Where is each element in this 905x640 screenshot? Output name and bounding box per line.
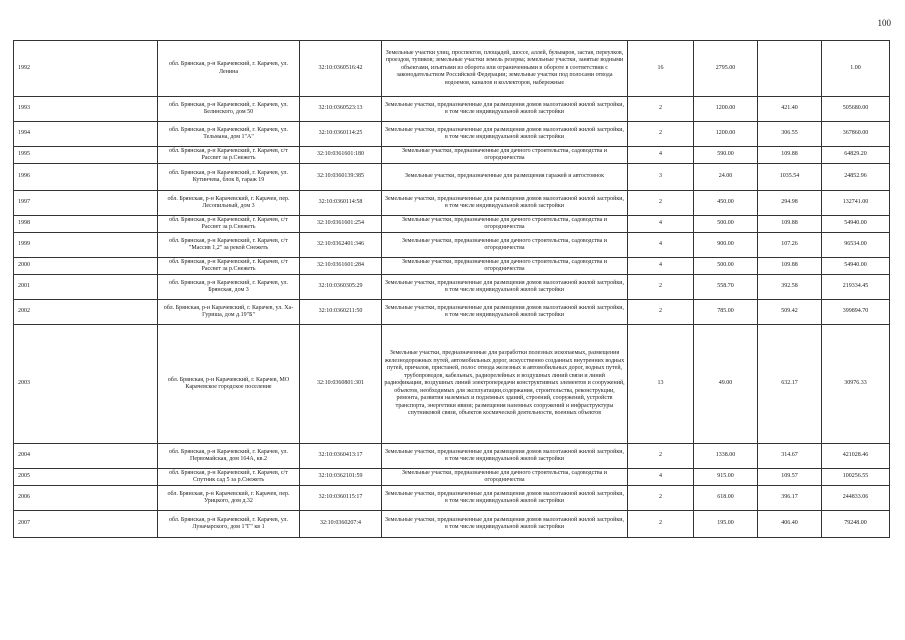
table-row [14,325,890,444]
cadastral-value-cell: 421028.46 [822,444,890,469]
area-cell: 590.00 [694,147,758,164]
land-use-cell: Земельные участки, предназначенные для размещения домов малоэтажной жилой застройки, в том числе индивидуальной жилой застройки [382,122,628,147]
address-cell: обл. Брянская, р-н Карачевский, г. Карачев, ул. Тельмана, дом 1"А" [158,122,300,147]
cadastral-value-cell: 505680.00 [822,97,890,122]
table-row [14,216,890,233]
address-cell: обл. Брянская, р-н Карачевский, г. Карачев, МО Карачевское городское поселение [158,325,300,444]
group-cell: 4 [628,258,694,275]
land-use-cell: Земельные участки, предназначенные для дачного строительства, садоводства и огородничества [382,233,628,258]
address-cell: обл. Брянская, р-н Карачевский, г. Карачев, с/т Рассвет за р.Снежеть [158,216,300,233]
address-cell: обл. Брянская, р-н Карачевский, г. Карачев, с/т Рассвет за р.Снежеть [158,258,300,275]
land-use-cell: Земельные участки, предназначенные для дачного строительства, садоводства и огородничества [382,258,628,275]
land-use-cell: Земельные участки, предназначенные для дачного строительства, садоводства и огородничества [382,147,628,164]
address-cell: обл. Брянская, р-н Карачевский, г. Карачев, ул. Первомайская, дом 164А, кв.2 [158,444,300,469]
row-number-cell: 2002 [14,300,158,325]
table-row [14,300,890,325]
group-cell: 3 [628,164,694,191]
land-use-cell: Земельные участки, предназначенные для дачного строительства, садоводства и огородничества [382,216,628,233]
cadastral-value-cell: 244833.06 [822,486,890,511]
cadastral-value-cell: 24852.96 [822,164,890,191]
cadastral-number-cell: 32:10:0360801:301 [300,325,382,444]
row-number-cell: 1996 [14,164,158,191]
cadastral-number-cell: 32:10:0360115:17 [300,486,382,511]
group-cell: 2 [628,122,694,147]
group-cell: 2 [628,97,694,122]
row-number-cell: 1993 [14,97,158,122]
cadastral-number-cell: 32:10:0361601:284 [300,258,382,275]
cadastral-value-cell: 100256.55 [822,469,890,486]
specific-value-cell: 396.17 [758,486,822,511]
table-row [14,97,890,122]
area-cell: 2795.00 [694,41,758,97]
land-use-cell: Земельные участки, предназначенные для разработки полезных ископаемых, размещения железнодорожных путей, автомобильных дорог, искусственно созданных внутренних водных путей, причалов, пристаней, полос отвода железных и автомобильных дорог, водных путей, трубопроводов, кабельных, радиорелейных и воздушных линий связи и линий радиофикации, воздушных линий электропередачи конструктивных элементов и сооружений, объектов, необходимых для эксплуатации,содержания, строительства, реконструкции, ремонта, развития наземных и подземных зданий, строений, сооружений, устройств транспорта, энергетики ивязи; размещения наземных сооружений и инфраструктуры спутниковой связи, объектов космической деятельности, военных объектов [382,325,628,444]
row-number-cell: 2005 [14,469,158,486]
area-cell: 24.00 [694,164,758,191]
cadastral-value-cell: 79248.00 [822,511,890,538]
group-cell: 4 [628,469,694,486]
row-number-cell: 1994 [14,122,158,147]
cadastral-number-cell: 32:10:0360516:42 [300,41,382,97]
cadastral-number-cell: 32:10:0362401:346 [300,233,382,258]
specific-value-cell: 109.57 [758,469,822,486]
land-use-cell: Земельные участки, предназначенные для дачного строительства, садоводства и огородничества [382,469,628,486]
area-cell: 1200.00 [694,97,758,122]
cadastral-value-cell: 30976.33 [822,325,890,444]
land-use-cell: Земельные участки, предназначенные для размещения домов малоэтажной жилой застройки, в том числе индивидуальной жилой застройки [382,191,628,216]
specific-value-cell: 109.88 [758,258,822,275]
group-cell: 2 [628,275,694,300]
row-number-cell: 1992 [14,41,158,97]
specific-value-cell: 392.58 [758,275,822,300]
area-cell: 500.00 [694,216,758,233]
address-cell: обл. Брянская, р-н Карачевский, г. Карачев, с/т Рассвет за р.Снежеть [158,147,300,164]
address-cell: обл. Брянская, р-н Карачевский, г. Карачев, пер. Лесопильный, дом 3 [158,191,300,216]
area-cell: 49.00 [694,325,758,444]
specific-value-cell: 406.40 [758,511,822,538]
table-row [14,486,890,511]
table-row [14,122,890,147]
group-cell: 4 [628,147,694,164]
cadastral-value-cell: 399894.70 [822,300,890,325]
row-number-cell: 1999 [14,233,158,258]
cadastral-number-cell: 32:10:0360305:29 [300,275,382,300]
cadastral-value-cell: 64829.20 [822,147,890,164]
table-row [14,233,890,258]
specific-value-cell: 109.88 [758,147,822,164]
group-cell: 2 [628,300,694,325]
row-number-cell: 1998 [14,216,158,233]
specific-value-cell: 109.88 [758,216,822,233]
area-cell: 915.00 [694,469,758,486]
row-number-cell: 2007 [14,511,158,538]
cadastral-number-cell: 32:10:0360413:17 [300,444,382,469]
land-use-cell: Земельные участки, предназначенные для размещения домов малоэтажной жилой застройки, в том числе индивидуальной жилой застройки [382,511,628,538]
cadastral-value-table [13,40,890,538]
group-cell: 4 [628,216,694,233]
row-number-cell: 2000 [14,258,158,275]
specific-value-cell: 294.98 [758,191,822,216]
table-row [14,164,890,191]
cadastral-value-cell: 1.00 [822,41,890,97]
area-cell: 558.70 [694,275,758,300]
cadastral-number-cell: 32:10:0360523:13 [300,97,382,122]
area-cell: 500.00 [694,258,758,275]
specific-value-cell: 509.42 [758,300,822,325]
group-cell: 13 [628,325,694,444]
land-use-cell: Земельные участки, предназначенные для размещения домов малоэтажной жилой застройки, в том числе индивидуальной жилой застройки [382,444,628,469]
land-use-cell: Земельные участки, предназначенные для размещения домов малоэтажной жилой застройки, в том числе индивидуальной жилой застройки [382,275,628,300]
cadastral-value-cell: 96534.00 [822,233,890,258]
group-cell: 16 [628,41,694,97]
table-row [14,444,890,469]
area-cell: 900.00 [694,233,758,258]
land-use-cell: Земельные участки, предназначенные для размещения гаражей и автостоянок [382,164,628,191]
cadastral-number-cell: 32:10:0361601:254 [300,216,382,233]
table-row [14,275,890,300]
address-cell: обл. Брянская, р-н Карачевский, г. Карачев, ул. Кутинчева, блок 8, гараж 19 [158,164,300,191]
row-number-cell: 2003 [14,325,158,444]
address-cell: обл. Брянская, р-н Карачевский, г. Карачев, ул. Белинского, дом 50 [158,97,300,122]
cadastral-number-cell: 32:10:0360207:4 [300,511,382,538]
table-row [14,258,890,275]
area-cell: 785.00 [694,300,758,325]
cadastral-number-cell: 32:10:0360211:50 [300,300,382,325]
address-cell: обл. Брянская, р-н Карачевский, г. Карачев, ул. Луначарского, дом 1"Г" кв 1 [158,511,300,538]
specific-value-cell: 314.67 [758,444,822,469]
address-cell: обл. Брянская, р-н Карачевский, г. Карачев, пер. Урицкого, дом д.32 [158,486,300,511]
specific-value-cell: 632.17 [758,325,822,444]
row-number-cell: 2001 [14,275,158,300]
area-cell: 618.00 [694,486,758,511]
specific-value-cell: 306.55 [758,122,822,147]
cadastral-number-cell: 32:10:0360114:25 [300,122,382,147]
specific-value-cell: 107.26 [758,233,822,258]
area-cell: 450.00 [694,191,758,216]
table-row [14,41,890,97]
group-cell: 4 [628,233,694,258]
cadastral-number-cell: 32:10:0361601:180 [300,147,382,164]
group-cell: 2 [628,486,694,511]
row-number-cell: 1997 [14,191,158,216]
specific-value-cell [758,41,822,97]
cadastral-number-cell: 32:10:0360114:58 [300,191,382,216]
land-use-cell: Земельные участки, предназначенные для размещения домов малоэтажной жилой застройки, в том числе индивидуальной жилой застройки [382,486,628,511]
address-cell: обл. Брянская, р-н Карачевский, г. Карачев, ул. Ха-Гуриша, дом д.19"Б" [158,300,300,325]
address-cell: обл. Брянская, р-н Карачевский, г. Карачев, с/т Спутник сад 5 за р.Снежеть [158,469,300,486]
group-cell: 2 [628,191,694,216]
area-cell: 1200.00 [694,122,758,147]
row-number-cell: 2004 [14,444,158,469]
specific-value-cell: 421.40 [758,97,822,122]
land-use-cell: Земельные участки, предназначенные для размещения домов малоэтажной жилой застройки, в том числе индивидуальной жилой застройки [382,300,628,325]
address-cell: обл. Брянская, р-н Карачевский, г. Карачев, ул. Ленина [158,41,300,97]
group-cell: 2 [628,444,694,469]
page-number: 100 [877,18,891,28]
row-number-cell: 1995 [14,147,158,164]
row-number-cell: 2006 [14,486,158,511]
table-row [14,191,890,216]
table-row [14,511,890,538]
cadastral-value-cell: 219334.45 [822,275,890,300]
cadastral-number-cell: 32:10:0362101:59 [300,469,382,486]
cadastral-value-cell: 367860.00 [822,122,890,147]
area-cell: 195.00 [694,511,758,538]
area-cell: 1338.00 [694,444,758,469]
land-use-cell: Земельные участки, предназначенные для размещения домов малоэтажной жилой застройки, в том числе индивидуальной жилой застройки [382,97,628,122]
specific-value-cell: 1035.54 [758,164,822,191]
address-cell: обл. Брянская, р-н Карачевский, г. Карачев, ул. Брянская, дом 3 [158,275,300,300]
land-use-cell: Земельные участки улиц, проспектов, площадей, шоссе, аллей, бульваров, застав, переулков, проездов, тупиков; земельные участки земель резерва; земельные участки, занятые водными объектами, изъятыми из оборота или ограниченными в обороте в соответствии с законодательством Российской Федерации; земельные участки под полосами отвода водоемов, каналов и коллекторов, набережные [382,41,628,97]
table-row [14,469,890,486]
cadastral-value-cell: 54940.00 [822,258,890,275]
cadastral-number-cell: 32:10:0360139:385 [300,164,382,191]
cadastral-value-cell: 54940.00 [822,216,890,233]
address-cell: обл. Брянская, р-н Карачевский, г. Карачев, с/т "Массив 1,2" за рекой Снежеть [158,233,300,258]
group-cell: 2 [628,511,694,538]
table-row [14,147,890,164]
cadastral-value-cell: 132741.00 [822,191,890,216]
